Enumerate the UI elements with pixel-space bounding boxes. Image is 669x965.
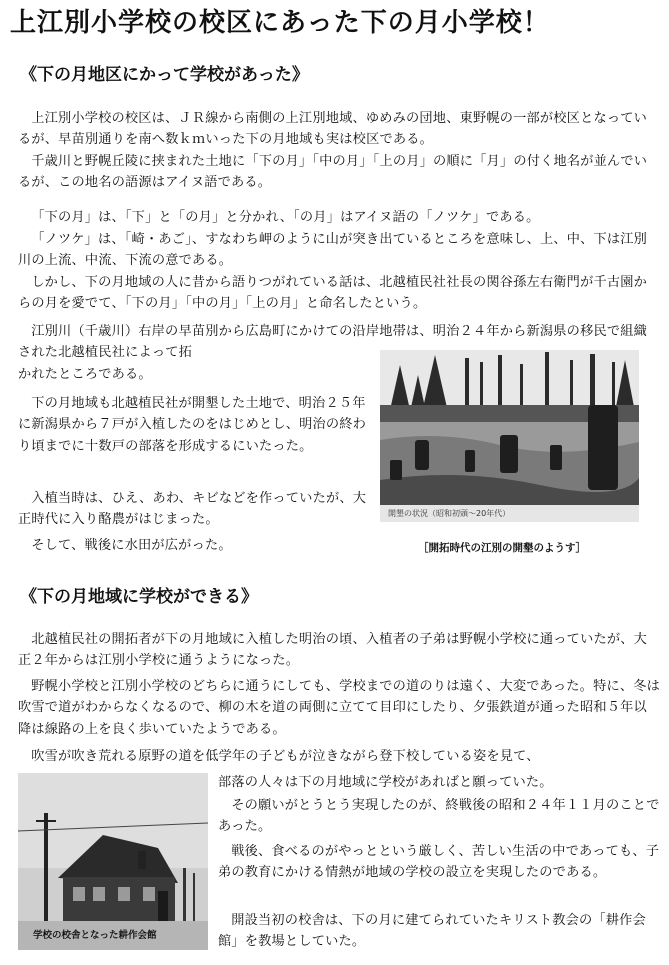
land-clearing-photo (380, 350, 639, 522)
section-heading-2: 《下の月地域に学校ができる》 (20, 587, 258, 607)
paragraph: 野幌小学校と江別小学校のどちらに通うにしても、学校までの道のりは遠く、大変であった。特に、冬は吹雪で道がわからなくなるので、柳の木を道の両側に立てて目印にしたり、夕張鉄道が通った昭和５年以降は線路の上を良く歩いていたようである。 (18, 679, 660, 737)
paragraph: 千歳川と野幌丘陵に挟まれた土地に「下の月」「中の月」「上の月」の順に「月」の付く地名が並んでいるが、この地名の語源はアイヌ語である。 (18, 154, 648, 191)
paragraph: 下の月地域も北越植民社が開墾した土地で、明治２５年に新潟県から７戸が入植したのをはじめとし、明治の終わり頃までに十数戸の部落を形成するにいたった。 (18, 396, 367, 454)
paragraph: 上江別小学校の校区は、ＪＲ線から南側の上江別地域、ゆめみの団地、東野幌の一部が校区となっているが、早苗別通りを南へ数ｋｍいった下の月地域も実は校区である。 (18, 111, 648, 148)
paragraph: 入植当時は、ひえ、あわ、キビなどを作っていたが、大正時代に入り酪農がはじまった。 (18, 491, 367, 528)
school-photo-caption: 学校の校舎となった耕作会館 (33, 930, 157, 941)
paragraph: 戦後、食べるのがやっとという厳しく、苦しい生活の中であっても、子弟の教育にかける情熱が地域の学校の設立を実現したのである。 (218, 844, 660, 881)
paragraph: 開設当初の校舎は、下の月に建てられていたキリスト教会の「耕作会館」を教場としていた。 (218, 913, 646, 950)
photo-caption: ［開拓時代の江別の開墾のようす］ (418, 542, 586, 554)
paragraph: その願いがとうとう実現したのが、終戦後の昭和２４年１１月のことであった。 (218, 798, 660, 835)
paragraph: 「下の月」は、「下」と「の月」と分かれ、「の月」はアイヌ語の「ノツケ」である。 (31, 210, 540, 225)
paragraph: しかし、下の月地域の人に昔から語りつがれている話は、北越植民社社長の関谷孫左右衛門が千古園からの月を愛でて、「下の月」「中の月」「上の月」と命名したという。 (18, 275, 648, 312)
paragraph: かれたところである。 (18, 367, 152, 382)
paragraph: そして、戦後に水田が広がった。 (31, 538, 232, 553)
page-title: 上江別小学校の校区にあった下の月小学校！ (10, 8, 550, 38)
school-building-illustration (18, 773, 208, 950)
land-clearing-illustration (380, 350, 639, 522)
school-building-photo (18, 773, 208, 950)
paragraph: 部落の人々は下の月地域に学校があればと願っていた。 (218, 775, 553, 790)
section-heading-1: 《下の月地区にかって学校があった》 (20, 65, 309, 85)
paragraph: 「ノツケ」は、「崎・あご」、すなわち岬のように山が突き出ているところを意味し、上、中、下は江別川の上流、中流、下流の意である。 (18, 232, 648, 269)
paragraph: 吹雪が吹き荒れる原野の道を低学年の子どもが泣きながら登下校している姿を見て、 (31, 749, 540, 764)
paragraph: 北越植民社の開拓者が下の月地域に入植した明治の頃、入植者の子弟は野幌小学校に通っていたが、大正２年からは江別小学校に通うようになった。 (18, 632, 648, 669)
paragraph: 江別川（千歳川）右岸の早苗別から広島町にかけての沿岸地帯は、明治２４年から新潟県の移民で組織された北越植民社によって拓 (18, 324, 648, 361)
photo-inner-caption: 開墾の状況（昭和初頭〜20年代） (388, 509, 511, 518)
